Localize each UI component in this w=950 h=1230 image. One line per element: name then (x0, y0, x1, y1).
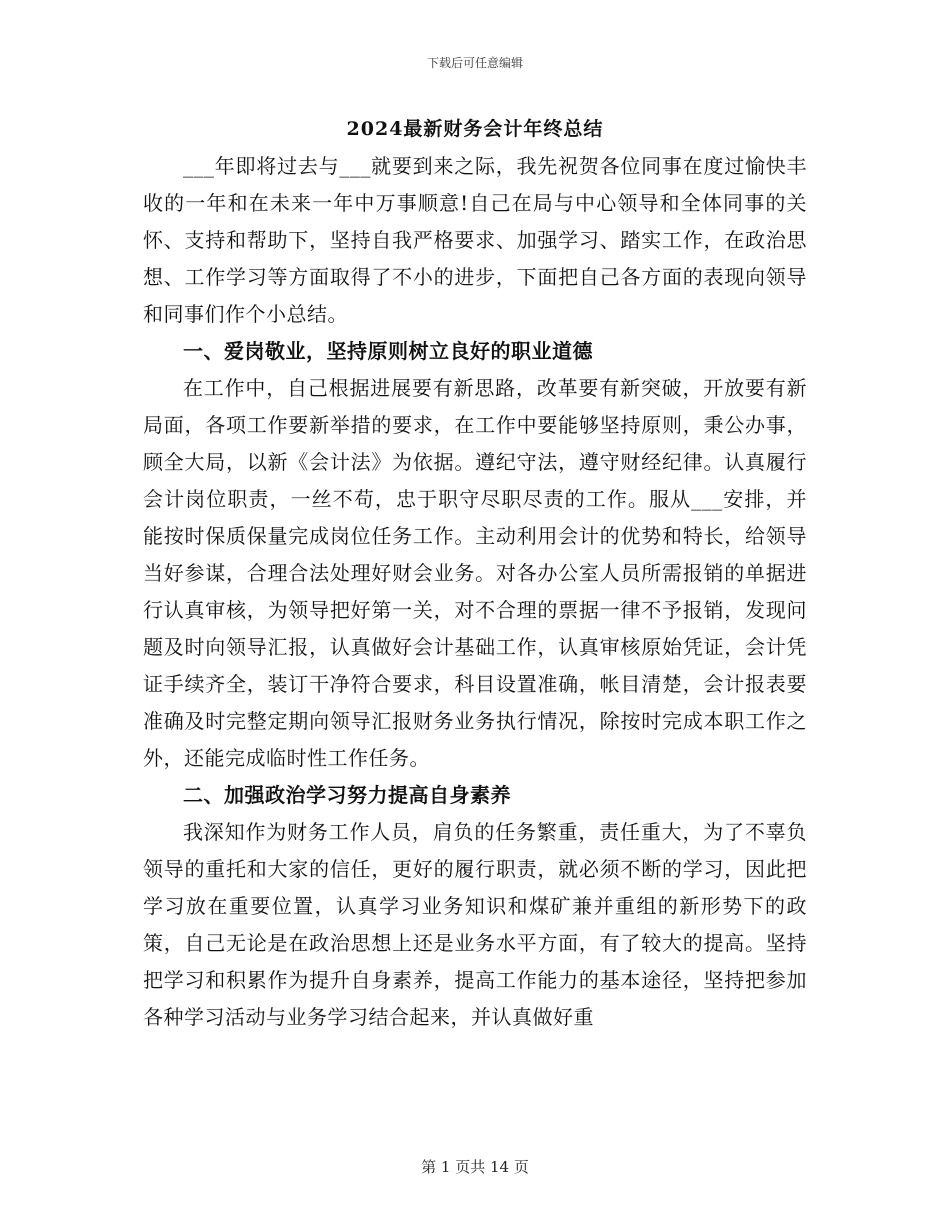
intro-paragraph: ___年即将过去与___就要到来之际，我先祝贺各位同事在度过愉快丰收的一年和在未来一年中万事顺意!自己在局与中心领导和全体同事的关怀、支持和帮助下，坚持自我严格要求、加强学习、踏实工作，在政治思想、工作学习等方面取得了不小的进步，下面把自己各方面的表现向领导和同事们作个小总结。 (143, 154, 807, 326)
section-2-paragraph: 我深知作为财务工作人员，肩负的任务繁重，责任重大，为了不辜负领导的重托和大家的信任，更好的履行职责，就必须不断的学习，因此把学习放在重要位置，认真学习业务知识和煤矿兼并重组的新形势下的政策，自己无论是在政治思想上还是业务水平方面，有了较大的提高。坚持把学习和积累作为提升自身素养，提高工作能力的基本途径，坚持把参加各种学习活动与业务学习结合起来，并认真做好重 (143, 820, 807, 1029)
section-2-heading: 二、加强政治学习努力提高自身素养 (183, 783, 511, 807)
document-body (143, 148, 807, 1036)
section-1-paragraph: 在工作中，自己根据进展要有新思路，改革要有新突破，开放要有新局面，各项工作要新举措的要求，在工作中要能够坚持原则，秉公办事，顾全大局，以新《会计法》为依据。遵纪守法，遵守财经纪律。认真履行会计岗位职责，一丝不苟，忠于职守尽职尽责的工作。服从___安排，并能按时保质保量完成岗位任务工作。主动利用会计的优势和特长，给领导当好参谋，合理合法处理好财会业务。对各办公室人员所需报销的单据进行认真审核，为领导把好第一关，对不合理的票据一律不予报销，发现问题及时向领导汇报，认真做好会计基础工作，认真审核原始凭证，会计凭证手续齐全，装订干净符合要求，科目设置准确，帐目清楚，会计报表要准确及时完整定期向领导汇报财务业务执行情况，除按时完成本职工作之外，还能完成临时性工作任务。 (143, 376, 807, 770)
page-header-note: 下载后可任意编辑 (426, 56, 523, 70)
page-number: 第 1 页共 14 页 (421, 1158, 529, 1176)
document-title: 2024最新财务会计年终总结 (346, 118, 604, 140)
section-1-heading: 一、爱岗敬业，坚持原则树立良好的职业道德 (183, 339, 593, 363)
